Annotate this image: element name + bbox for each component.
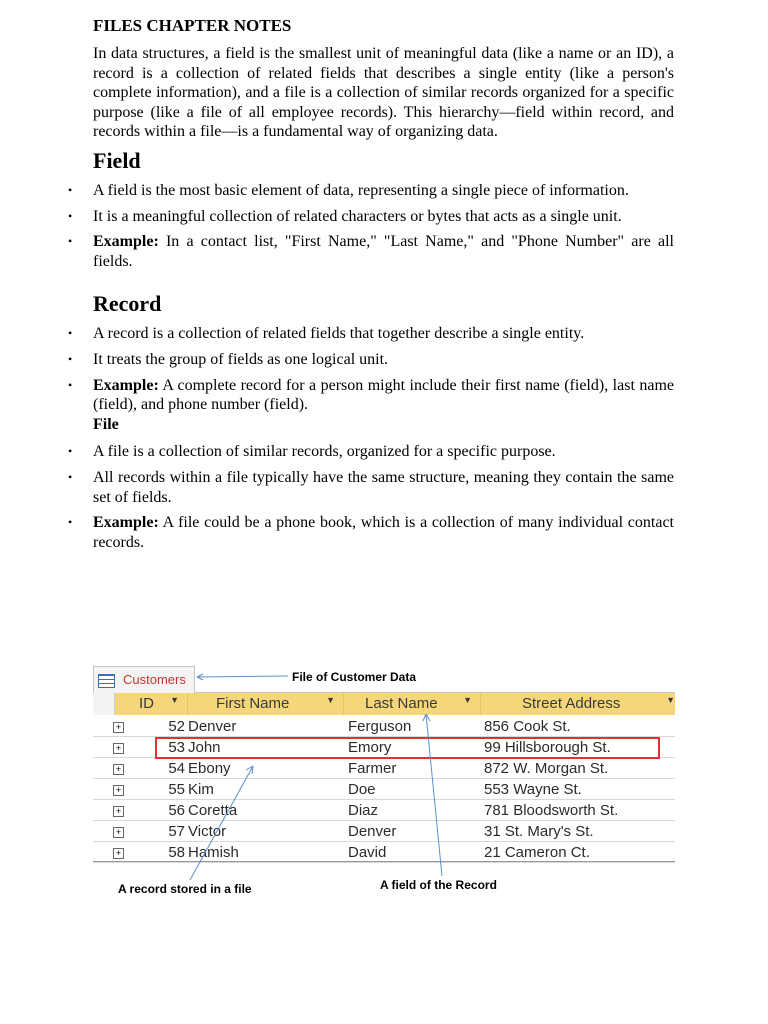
id-cell[interactable]: 54 xyxy=(168,760,185,777)
id-cell[interactable]: 53 xyxy=(168,739,185,756)
last-name-cell[interactable]: Ferguson xyxy=(348,718,412,735)
dropdown-arrow-icon[interactable]: ▼ xyxy=(326,695,335,705)
list-item: • A record is a collection of related fields that together describe a single entity. xyxy=(93,324,674,344)
list-item xyxy=(93,232,674,271)
last-name-cell[interactable]: Doe xyxy=(348,781,376,798)
id-cell[interactable]: 57 xyxy=(168,823,185,840)
expand-plus-icon[interactable]: + xyxy=(113,785,124,796)
list-item: • It is a meaningful collection of related characters or bytes that acts as a single unit. xyxy=(93,207,674,227)
file-bullets xyxy=(93,442,674,552)
list-item: • It treats the group of fields as one logical unit. xyxy=(93,350,674,370)
first-name-cell[interactable]: Ebony xyxy=(188,760,231,777)
column-header-label: First Name xyxy=(216,695,290,712)
record-heading: Record xyxy=(93,291,162,317)
list-item xyxy=(93,376,674,415)
first-name-cell[interactable]: Kim xyxy=(188,781,214,798)
record-annotation: A record stored in a file xyxy=(118,882,252,896)
list-item: • All records within a file typically have the same structure, meaning they contain the same set of fields. xyxy=(93,468,674,507)
id-cell[interactable]: 56 xyxy=(168,802,185,819)
tab-label: Customers xyxy=(123,672,186,687)
first-name-cell[interactable]: Victor xyxy=(188,823,227,840)
street-address-cell[interactable]: 21 Cameron Ct. xyxy=(484,844,590,861)
dropdown-arrow-icon[interactable]: ▼ xyxy=(666,695,675,705)
example-text: In a contact list, "First Name," "Last Name," and "Phone Number" are all fields. xyxy=(93,233,674,270)
customer-table-figure xyxy=(93,664,675,904)
street-address-cell[interactable]: 781 Bloodsworth St. xyxy=(484,802,619,819)
field-heading: Field xyxy=(93,147,141,173)
expand-plus-icon[interactable]: + xyxy=(113,806,124,817)
intro-paragraph: In data structures, a field is the smallest unit of meaningful data (like a name or an ID), a record is a collection of related fields that describes a single entity (like a person's complete information), and a file is a collection of similar records organized for a specific purpose (like a file of all employee records). This hierarchy—field within record, and records within a file—is a fundamental way of organizing data. xyxy=(93,45,674,141)
document-body xyxy=(93,14,674,558)
first-name-cell[interactable]: Denver xyxy=(188,718,237,735)
last-name-cell[interactable]: Farmer xyxy=(348,760,397,777)
column-header-label: Street Address xyxy=(522,695,621,712)
field-bullets xyxy=(93,181,674,271)
column-header-label: Last Name xyxy=(365,695,438,712)
example-label: Example: xyxy=(93,233,159,251)
expand-plus-icon[interactable]: + xyxy=(113,743,124,754)
expand-plus-icon[interactable]: + xyxy=(113,764,124,775)
annotation-lines xyxy=(93,664,675,904)
first-name-cell[interactable]: Hamish xyxy=(188,844,239,861)
example-text: A complete record for a person might include their first name (field), last name (field), and phone number (field). xyxy=(93,376,674,414)
last-name-cell[interactable]: Denver xyxy=(348,823,397,840)
first-name-cell[interactable]: Coretta xyxy=(188,802,238,819)
street-address-cell[interactable]: 99 Hillsborough St. xyxy=(484,739,611,756)
last-name-cell[interactable]: Diaz xyxy=(348,802,379,819)
street-address-cell[interactable]: 856 Cook St. xyxy=(484,718,571,735)
street-address-cell[interactable]: 31 St. Mary's St. xyxy=(484,823,594,840)
file-heading: File xyxy=(93,415,119,433)
expand-plus-icon[interactable]: + xyxy=(113,827,124,838)
example-label: Example: xyxy=(93,514,159,532)
field-annotation: A field of the Record xyxy=(380,878,497,892)
dropdown-arrow-icon[interactable]: ▼ xyxy=(170,695,179,705)
id-cell[interactable]: 52 xyxy=(168,718,185,735)
file-annotation: File of Customer Data xyxy=(292,670,417,684)
expand-plus-icon[interactable]: + xyxy=(113,848,124,859)
first-name-cell[interactable]: John xyxy=(188,739,221,756)
list-item: • A file is a collection of similar records, organized for a specific purpose. xyxy=(93,442,674,462)
dropdown-arrow-icon[interactable]: ▼ xyxy=(463,695,472,705)
last-name-cell[interactable]: David xyxy=(348,844,387,861)
column-header-label: ID xyxy=(139,695,154,712)
example-label: Example: xyxy=(93,376,159,394)
expand-plus-icon[interactable]: + xyxy=(113,722,124,733)
street-address-cell[interactable]: 553 Wayne St. xyxy=(484,781,582,798)
document-title: FILES CHAPTER NOTES xyxy=(93,16,292,35)
list-item: • A field is the most basic element of data, representing a single piece of information. xyxy=(93,181,674,201)
last-name-cell[interactable]: Emory xyxy=(348,739,392,756)
street-address-cell[interactable]: 872 W. Morgan St. xyxy=(484,760,609,777)
example-text: A file could be a phone book, which is a collection of many individual contact records. xyxy=(93,514,674,551)
record-bullets xyxy=(93,324,674,414)
list-item xyxy=(93,513,674,552)
id-cell[interactable]: 55 xyxy=(168,781,185,798)
id-cell[interactable]: 58 xyxy=(168,844,185,861)
